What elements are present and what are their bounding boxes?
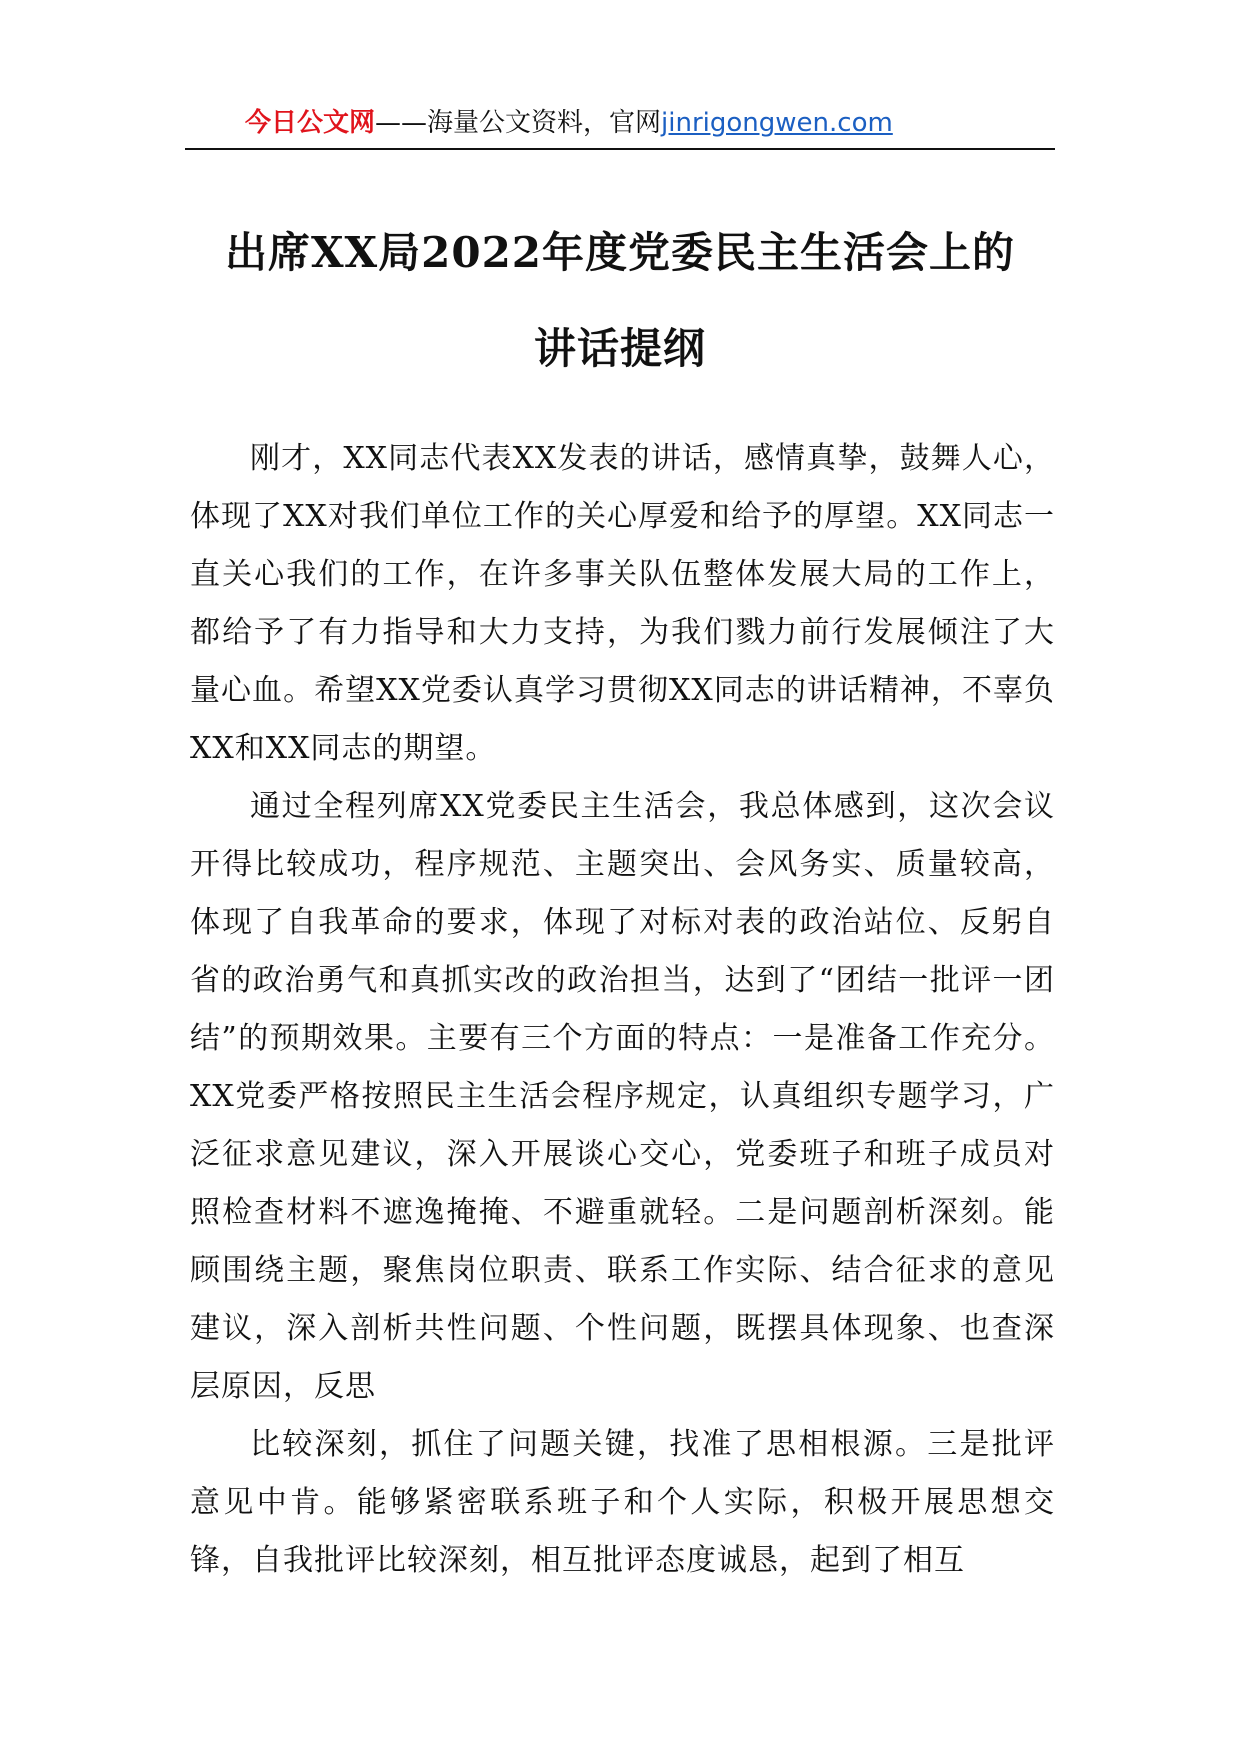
header-line (245, 106, 893, 140)
title-line-1: 出席XX局2022年度党委民主生活会上的 (224, 228, 1016, 277)
document-body (190, 430, 1055, 1590)
title-line-2: 讲话提纲 (533, 324, 706, 373)
paragraph-1: 刚才，XX同志代表XX发表的讲话，感情真挚，鼓舞人心，体现了XX对我们单位工作的关心厚爱和给予的厚望。XX同志一直关心我们的工作，在许多事关队伍整体发展大局的工作上，都给予了有力指导和大力支持，为我们戮力前行发展倾注了大量心血。希望XX党委认真学习贯彻XX同志的讲话精神，不辜负XX和XX同志的期望。 (190, 441, 1055, 766)
document-title (150, 205, 1090, 397)
brand-name: 今日公文网 (245, 108, 376, 138)
paragraph-2: 通过全程列席XX党委民主生活会，我总体感到，这次会议开得比较成功，程序规范、主题突出、会风务实、质量较高，体现了自我革命的要求，体现了对标对表的政治站位、反躬自省的政治勇气和真抓实改的政治担当，达到了“团结一批评一团结”的预期效果。主要有三个方面的特点：一是准备工作充分。XX党委严格按照民主生活会程序规定，认真组织专题学习，广泛征求意见建议，深入开展谈心交心，党委班子和班子成员对照检查材料不遮逸掩掩、不避重就轻。二是问题剖析深刻。能顾围绕主题，聚焦岗位职责、联系工作实际、结合征求的意见建议，深入剖析共性问题、个性问题，既摆具体现象、也查深层原因，反思 (190, 789, 1055, 1404)
header-tagline: ——海量公文资料，官网 (375, 108, 662, 138)
paragraph-3: 比较深刻，抓住了问题关键，找准了思相根源。三是批评意见中肯。能够紧密联系班子和个人实际，积极开展思想交锋，自我批评比较深刻，相互批评态度诚恳，起到了相互 (190, 1427, 1055, 1578)
website-link[interactable]: jinrigongwen.com (661, 108, 893, 138)
page-header (185, 106, 1055, 150)
